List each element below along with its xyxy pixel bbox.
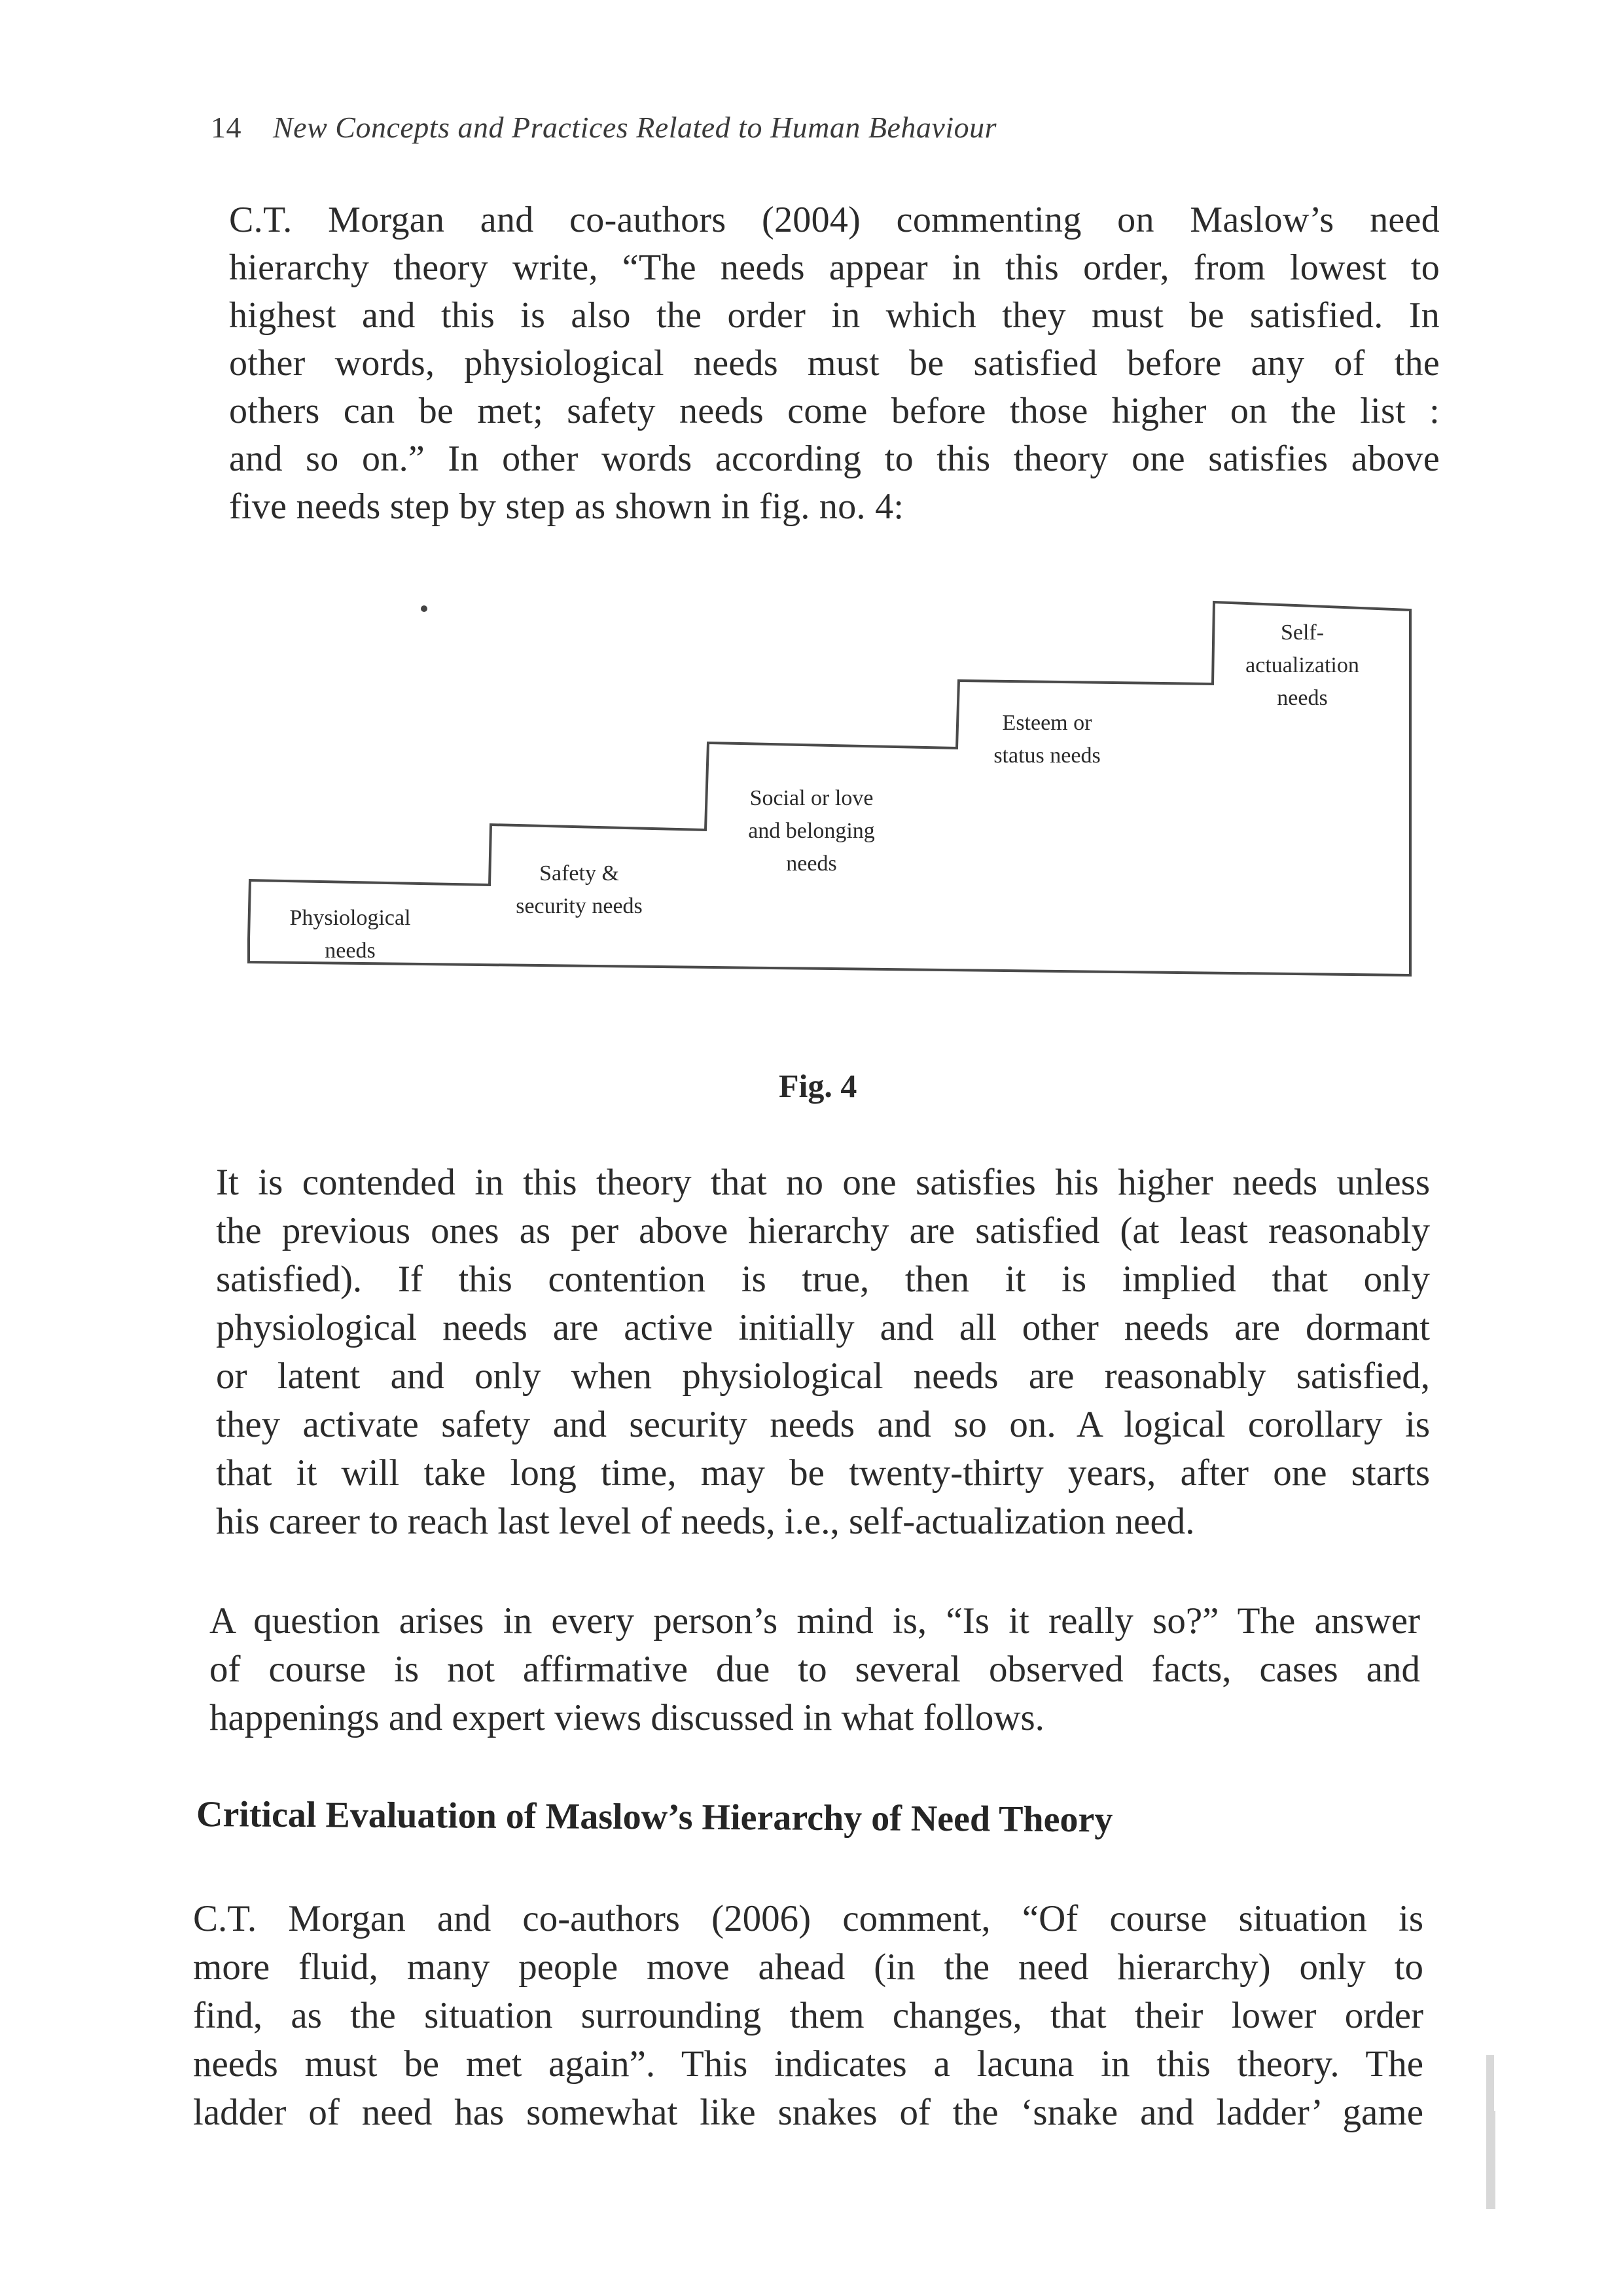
section-heading: Critical Evaluation of Maslow’s Hierarchy of Need Theory bbox=[196, 1794, 1113, 1840]
text-line: that it will take long time, may be twenty-thirty years, after one starts bbox=[216, 1452, 1430, 1494]
needs-staircase-figure bbox=[236, 589, 1414, 1034]
text-line: or latent and only when physiological needs are reasonably satisfied, bbox=[216, 1355, 1430, 1397]
text-line: five needs step by step as shown in fig. no. 4: bbox=[229, 486, 904, 527]
step-self-actualization-needs: Self- actualization needs bbox=[1245, 620, 1359, 710]
text-line: of course is not affirmative due to several observed facts, cases and bbox=[209, 1649, 1420, 1690]
text-line: other words, physiological needs must be satisfied before any of the bbox=[229, 343, 1440, 384]
step-physiological-needs: Physiological needs bbox=[289, 906, 411, 963]
text-line: C.T. Morgan and co-authors (2006) comment, “Of course situation is bbox=[193, 1898, 1423, 1939]
text-line: It is contended in this theory that no one satisfies his higher needs unless bbox=[216, 1162, 1430, 1203]
text-line: A question arises in every person’s mind is, “Is it really so?” The answer bbox=[209, 1600, 1420, 1641]
text-line: find, as the situation surrounding them changes, that their lower order bbox=[193, 1995, 1423, 2036]
text-line: others can be met; safety needs come before those higher on the list : bbox=[229, 391, 1440, 431]
text-line: happenings and expert views discussed in what follows. bbox=[209, 1697, 1044, 1738]
step-esteem-status-needs: Esteem or status needs bbox=[993, 711, 1101, 768]
text-line: they activate safety and security needs and so on. A logical corollary is bbox=[216, 1404, 1430, 1445]
text-line: physiological needs are active initially and all other needs are dormant bbox=[216, 1307, 1430, 1348]
paragraph-question bbox=[209, 1597, 1420, 1742]
running-head bbox=[211, 110, 997, 145]
step-safety-security-needs: Safety & security needs bbox=[516, 861, 643, 918]
paragraph-maslow-morgan-2004 bbox=[229, 196, 1440, 531]
paragraph-morgan-2006 bbox=[193, 1895, 1423, 2137]
figure-caption: Fig. 4 bbox=[779, 1067, 857, 1104]
text-line: his career to reach last level of needs, i.e., self-actualization need. bbox=[216, 1501, 1195, 1542]
text-line: the previous ones as per above hierarchy are satisfied (at least reasonably bbox=[216, 1210, 1430, 1251]
text-line: satisfied). If this contention is true, then it is implied that only bbox=[216, 1259, 1430, 1300]
text-line: more fluid, many people move ahead (in the need hierarchy) only to bbox=[193, 1946, 1423, 1988]
text-line: hierarchy theory write, “The needs appear in this order, from lowest to bbox=[229, 247, 1440, 288]
book-title: New Concepts and Practices Related to Human Behaviour bbox=[273, 111, 997, 144]
scan-artifact bbox=[1486, 2111, 1495, 2209]
text-line: ladder of need has somewhat like snakes of the ‘snake and ladder’ game bbox=[193, 2092, 1423, 2133]
text-line: needs must be met again”. This indicates a lacuna in this theory. The bbox=[193, 2043, 1423, 2085]
text-line: C.T. Morgan and co-authors (2004) commenting on Maslow’s need bbox=[229, 200, 1440, 240]
paragraph-contention bbox=[216, 1158, 1430, 1546]
text-line: and so on.” In other words according to this theory one satisfies above bbox=[229, 439, 1440, 479]
step-social-love-belonging-needs: Social or love and belonging needs bbox=[748, 786, 875, 876]
page-number: 14 bbox=[211, 111, 241, 144]
text-line: highest and this is also the order in which they must be satisfied. In bbox=[229, 295, 1440, 336]
